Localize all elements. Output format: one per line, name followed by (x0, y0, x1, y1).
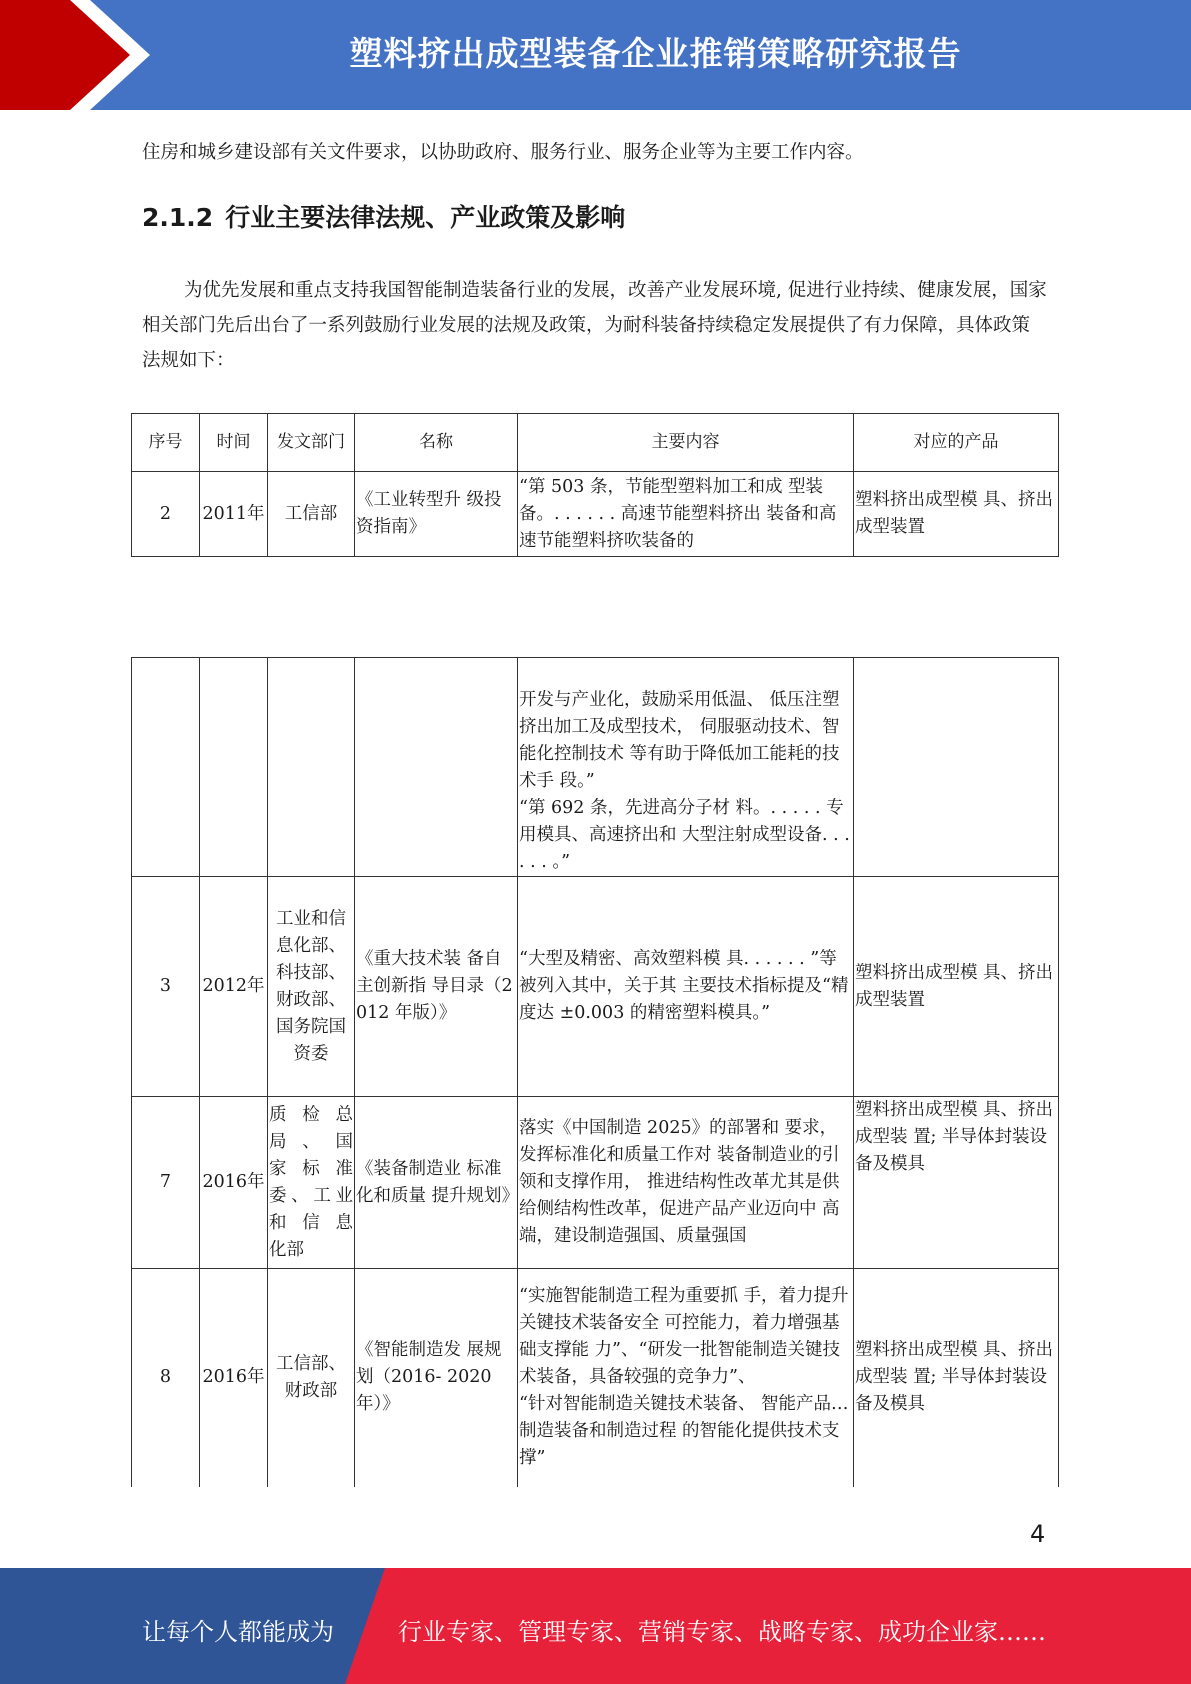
table-row (132, 877, 1059, 1097)
cell-time: 2016年 (200, 1269, 268, 1487)
cell-no: 3 (132, 877, 200, 1097)
cell-name: 《重大技术装 备自主创新指 导目录（2012 年版）》 (355, 877, 518, 1097)
header-banner (0, 0, 1191, 110)
table-header-row (132, 414, 1059, 472)
section-heading (142, 198, 625, 234)
report-title: 塑料挤出成型装备企业推销策略研究报告 (349, 34, 962, 73)
header-no: 序号 (132, 414, 200, 472)
cell-dept: 质 检 总 局 、 国 家 标 准 委、工业 和 信 息 化部 (268, 1097, 355, 1269)
table-row (132, 658, 1059, 877)
cell-product (854, 658, 1059, 877)
cell-no: 8 (132, 1269, 200, 1487)
cell-time: 2012年 (200, 877, 268, 1097)
cell-content: “实施智能制造工程为重要抓 手，着力提升关键技术装备安全 可控能力，着力增强基础支撑能 力”、“研发一批智能制造关键技 术装备，具备较强的竞争力”、 “针对智能制造关键技术装备、 智能产品…制造装备和制造过程 的智能化提供技术支撑” (518, 1269, 854, 1487)
policy-paragraph: 为优先发展和重点支持我国智能制造装备行业的发展，改善产业发展环境, 促进行业持续、健康发展，国家相关部门先后出台了一系列鼓励行业发展的法规及政策，为耐科装备持续稳定发展提供了有力保障，具体政策法规如下： (142, 280, 1047, 371)
cell-no: 2 (132, 472, 200, 557)
cell-time: 2016年 (200, 1097, 268, 1269)
header-product: 对应的产品 (854, 414, 1059, 472)
footer-slogan-left: 让每个人都能成为 (142, 1618, 334, 1646)
cell-name: 《智能制造发 展规划（2016- 2020 年）》 (355, 1269, 518, 1487)
header-time: 时间 (200, 414, 268, 472)
cell-time (200, 658, 268, 877)
cell-content: 落实《中国制造 2025》的部署和 要求，发挥标准化和质量工作对 装备制造业的引领和支撑作用， 推进结构性改革尤其是供给侧结构性改革，促进产品产业迈向中 高端，建设制造强国、质量强国 (518, 1097, 854, 1269)
cell-time: 2011年 (200, 472, 268, 557)
cell-dept: 工信部 (268, 472, 355, 557)
policy-table-part2 (131, 657, 1059, 1487)
cell-name (355, 658, 518, 877)
cell-content: “大型及精密、高效塑料模 具. . . . . . ”等被列入其中，关于其 主要技术指标提及“精度达 ±0.003 的精密塑料模具。” (518, 877, 854, 1097)
cell-name: 《装备制造业 标准化和质量 提升规划》 (355, 1097, 518, 1269)
cell-name: 《工业转型升 级投资指南》 (355, 472, 518, 557)
cell-content: “第 503 条，节能型塑料加工和成 型装备。. . . . . . 高速节能塑料挤出 装备和高速节能塑料挤吹装备的 (518, 472, 854, 557)
table-row (132, 472, 1059, 557)
intro-paragraph: 住房和城乡建设部有关文件要求，以协助政府、服务行业、服务企业等为主要工作内容。 (142, 142, 864, 163)
table-row (132, 1269, 1059, 1487)
cell-product: 塑料挤出成型模 具、挤出成型装置 (854, 472, 1059, 557)
table-row (132, 1097, 1059, 1269)
section-number: 2.1.2 (142, 203, 214, 232)
header-name: 名称 (355, 414, 518, 472)
page-number: 4 (1030, 1520, 1046, 1548)
header-dept: 发文部门 (268, 414, 355, 472)
cell-dept: 工信部、财政部 (268, 1269, 355, 1487)
cell-product: 塑料挤出成型模 具、挤出成型装置 (854, 877, 1059, 1097)
footer-banner (0, 1568, 1191, 1684)
section-title: 行业主要法律法规、产业政策及影响 (225, 203, 626, 232)
cell-no: 7 (132, 1097, 200, 1269)
header-content: 主要内容 (518, 414, 854, 472)
cell-content: 开发与产业化，鼓励采用低温、 低压注塑挤出加工及成型技术， 伺服驱动技术、智能化控制技术 等有助于降低加工能耗的技术手 段。” “第 692 条，先进高分子材 料。. . . . . 专用模具、高速挤出和 大型注射成型设备. . . . . . 。” (518, 658, 854, 877)
cell-product: 塑料挤出成型模 具、挤出成型装 置; 半导体封装设 备及模具 (854, 1269, 1059, 1487)
cell-dept (268, 658, 355, 877)
cell-no (132, 658, 200, 877)
cell-dept: 工业和信息化部、科技部、财政部、国务院国资委 (268, 877, 355, 1097)
cell-product: 塑料挤出成型模 具、挤出成型装 置; 半导体封装设 备及模具 (854, 1097, 1059, 1269)
footer-slogan-right: 行业专家、管理专家、营销专家、战略专家、成功企业家…… (398, 1618, 1046, 1646)
policy-table-part1 (131, 413, 1059, 557)
